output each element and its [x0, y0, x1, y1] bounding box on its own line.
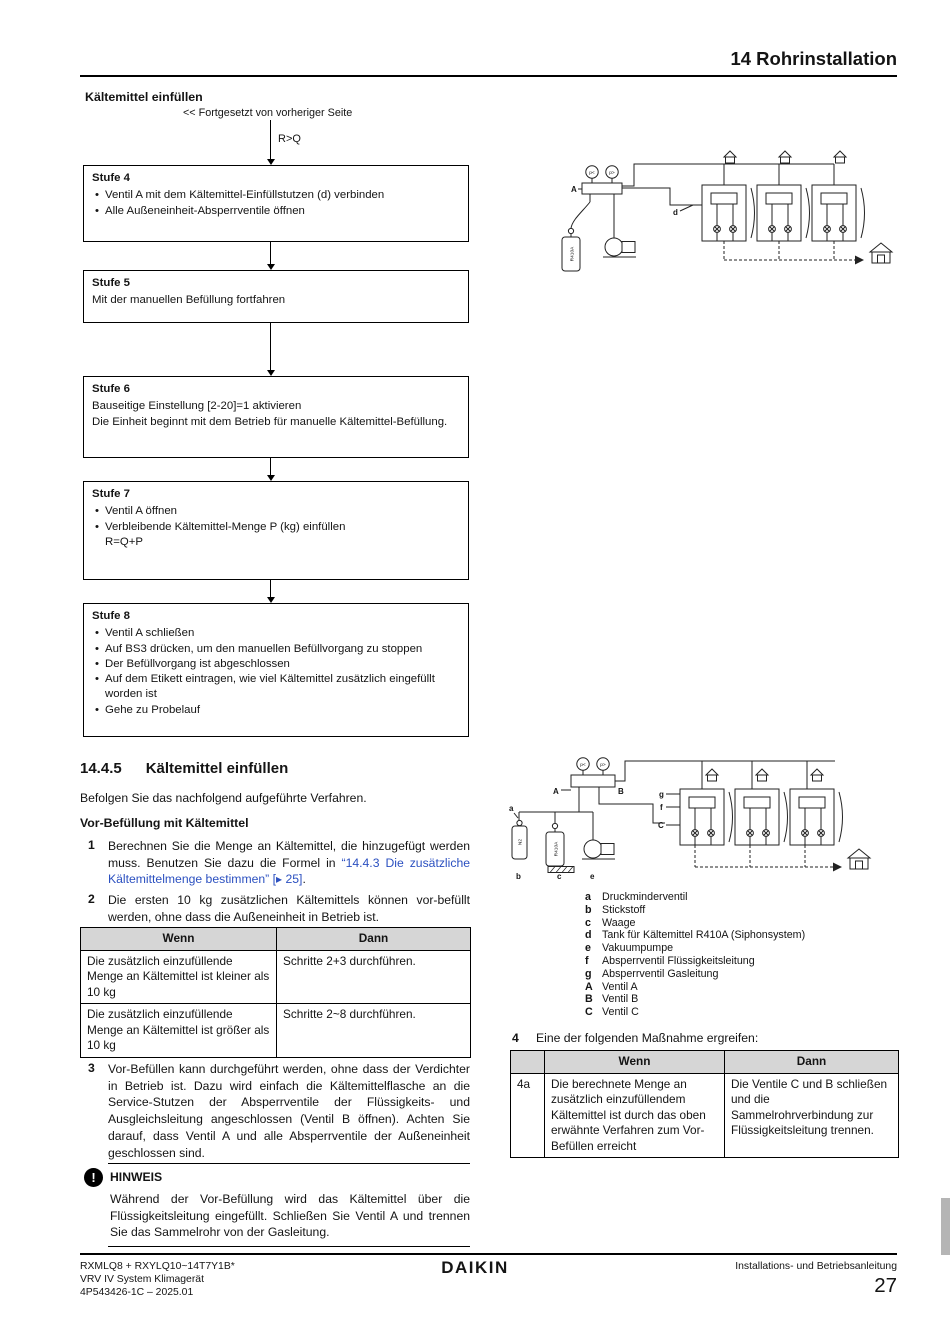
indoor-house-icon	[756, 769, 768, 781]
valve-a-label: A	[571, 185, 577, 194]
charging-setup-diagram-1	[552, 150, 900, 278]
step-item: • Alle Außeneinheit-Absperrventile öffnen	[92, 204, 460, 219]
flow-direction-arrow	[855, 256, 864, 265]
daikin-logo: DAIKIN	[441, 1258, 509, 1277]
footer-doc-code: 4P543426-1C – 2025.01	[80, 1287, 194, 1298]
table1-header-dann: Dann	[277, 928, 471, 951]
label-g: g	[659, 790, 664, 799]
legend-item: C Ventil C	[585, 1006, 639, 1019]
flow-arrow	[270, 580, 271, 597]
header-rule	[80, 75, 897, 77]
page-title: 14 Rohrinstallation	[730, 48, 897, 69]
gauge-manifold	[571, 775, 615, 787]
indoor-house-icon	[779, 151, 791, 163]
table-cell: Die Ventile C und B schließen und die Sammelrohrverbindung zur Flüssigkeitsleitung trennen.	[725, 1073, 899, 1158]
label-c: c	[557, 872, 562, 881]
step-title: Stufe 8	[92, 610, 130, 622]
outdoor-unit	[812, 185, 865, 241]
step-title: Stufe 5	[92, 277, 130, 289]
gauge-high-label: p>	[600, 763, 606, 768]
flow-arrow	[270, 323, 271, 370]
label-e: e	[590, 872, 595, 881]
flow-arrow	[270, 120, 271, 159]
flowchart-step-5	[83, 270, 469, 323]
indoor-house-icon	[834, 151, 846, 163]
list-item-1	[88, 838, 470, 888]
step4-text: Eine der folgenden Maßnahme ergreifen:	[536, 1031, 759, 1045]
list-item-4	[512, 1031, 898, 1045]
section-intro: Befolgen Sie das nachfolgend aufgeführte Verfahren.	[80, 791, 367, 805]
legend-item: a Druckminderventil	[585, 891, 688, 903]
step2-text: Die ersten 10 kg zusätzlichen Kältemittels können vor-befüllt werden, ohne dass die Außeneinheit in Betrieb ist.	[108, 893, 470, 924]
outdoor-unit	[790, 789, 843, 845]
step-item: • Auf BS3 drücken, um den manuellen Befüllvorgang zu stoppen	[92, 642, 460, 657]
legend-item: e Vakuumpumpe	[585, 942, 674, 955]
notice-text: Während der Vor-Befüllung wird das Kältemittel über die Flüssigkeitsleitung eingefüllt. Schließen Sie Ventil A und trennen Sie das Sammelrohr von der Gasleitung.	[110, 1192, 470, 1240]
step-item: Bauseitige Einstellung [2-20]=1 aktivieren	[92, 400, 302, 413]
indoor-house-icon	[811, 769, 823, 781]
gauge-manifold	[582, 183, 622, 194]
step-item: • Ventil A mit dem Kältemittel-Einfüllstutzen (d) verbinden	[92, 188, 460, 203]
tank-label: R410A	[570, 246, 576, 262]
tank-label: R410A	[554, 841, 560, 857]
step-item: • Auf dem Etikett eintragen, wie viel Kältemittel zusätzlich eingefüllt worden ist	[92, 672, 460, 703]
table-cell: Die berechnete Menge an zusätzlich einzufüllendem Kältemittel ist durch das oben erwähnte Verfahren zum Vor-Befüllen erreicht	[545, 1073, 725, 1158]
section-title: Kältemittel einfüllen	[145, 760, 289, 777]
step3-text: Vor-Befüllen kann durchgeführt werden, ohne dass der Verdichter in Betrieb ist. Dazu wird einfach die Kältemittelflasche an die Service-Stutzen der Absperrventile der Flüssigkeits- und Ausgleichsleitung angeschlossen (Ventil B öffnen). Achten Sie darauf, dass Ventil A und alle Absperrventile der Außeneinheit geschlossen sind.	[108, 1062, 470, 1160]
outdoor-unit	[735, 789, 788, 845]
gauge-high-label: p>	[609, 171, 615, 176]
footer-model: RXMLQ8 + RXYLQ10~14T7Y1B*	[80, 1261, 235, 1272]
notice-bottom-rule	[108, 1246, 470, 1247]
footer-page-number: 27	[874, 1274, 897, 1297]
label-b: b	[516, 872, 521, 881]
legend-item: d Tank für Kältemittel R410A (Siphonsystem)	[585, 929, 806, 942]
vacuum-pump-icon	[582, 840, 615, 859]
legend-item: c Waage	[585, 916, 636, 929]
table-cell: Die zusätzlich einzufüllende Menge an Kältemittel ist größer als 10 kg	[81, 1004, 277, 1058]
step-item: Mit der manuellen Befüllung fortfahren	[92, 294, 286, 307]
footer-manual-label: Installations- und Betriebsanleitung	[735, 1261, 897, 1272]
notice-top-rule	[108, 1163, 470, 1164]
flowchart-heading: Kältemittel einfüllen	[85, 90, 203, 104]
step-item: • Gehe zu Probelauf	[92, 703, 460, 718]
legend-item: A Ventil A	[585, 980, 638, 993]
section-number: 14.4.5	[80, 760, 122, 777]
legend-item: B Ventil B	[585, 993, 639, 1006]
valve-b-label: B	[618, 787, 624, 796]
step-item: • Der Befüllvorgang ist abgeschlossen	[92, 657, 460, 672]
step-item: • Verbleibende Kältemittel-Menge P (kg) einfüllen	[92, 520, 460, 535]
gauge-low-label: p<	[589, 171, 595, 176]
flow-direction-arrow	[833, 863, 842, 872]
nitrogen-label: N2	[518, 838, 524, 846]
table2-header-dann: Dann	[725, 1051, 899, 1074]
notice-title: HINWEIS	[110, 1170, 163, 1184]
pressure-reducing-valve-icon	[517, 820, 522, 825]
list-item-2	[88, 892, 470, 925]
house-icon	[870, 243, 892, 263]
list-number: 1	[88, 838, 95, 852]
footer-rule	[80, 1253, 897, 1255]
step-item: • Ventil A öffnen	[92, 504, 460, 519]
indoor-house-icon	[724, 151, 736, 163]
section-heading	[80, 760, 288, 777]
table2-header-empty	[511, 1051, 545, 1074]
list-item-3	[88, 1061, 470, 1161]
charging-setup-diagram-2	[505, 752, 900, 892]
step-item: R=Q+P	[105, 535, 143, 548]
legend-item: b Stickstoff	[585, 903, 646, 916]
label-f: f	[660, 803, 663, 812]
legend-item: f Absperrventil Flüssigkeitsleitung	[585, 954, 755, 967]
list-number: 3	[88, 1061, 95, 1075]
indoor-house-icon	[706, 769, 718, 781]
label-a: a	[509, 804, 514, 813]
table-row	[81, 950, 471, 1004]
notice-exclamation-icon: !	[84, 1168, 103, 1187]
outdoor-unit	[680, 789, 733, 845]
step-item: • Ventil A schließen	[92, 626, 460, 641]
step-title: Stufe 4	[92, 172, 130, 184]
outdoor-unit	[757, 185, 810, 241]
step-item: Die Einheit beginnt mit dem Betrieb für manuelle Kältemittel-Befüllung.	[92, 415, 448, 428]
table-cell: Schritte 2+3 durchführen.	[277, 950, 471, 1004]
flow-branch-label: R>Q	[278, 133, 301, 145]
outdoor-unit	[702, 185, 755, 241]
valve-c-label: C	[658, 821, 664, 830]
table2-header-wenn: Wenn	[545, 1051, 725, 1074]
flowchart-step-6	[83, 376, 469, 458]
flow-arrow	[270, 242, 271, 264]
step1-text: Berechnen Sie die Menge an Kältemittel, die hinzugefügt werden muss. Benutzen Sie dazu die Formel in	[108, 839, 470, 870]
list-number: 2	[88, 892, 95, 906]
table-row	[511, 1073, 899, 1158]
valve-a-label: A	[553, 787, 559, 796]
step-title: Stufe 6	[92, 383, 130, 395]
step-title: Stufe 7	[92, 488, 130, 500]
diagram-legend	[585, 891, 897, 1019]
house-icon	[848, 849, 870, 869]
thumb-index-marker	[941, 1198, 950, 1255]
table-cell: 4a	[511, 1073, 545, 1158]
flow-arrow	[270, 458, 271, 475]
vacuum-pump-icon	[603, 238, 636, 257]
table-cell: Schritte 2~8 durchführen.	[277, 1004, 471, 1058]
flowchart-step-8	[83, 603, 469, 737]
flowchart-continued-label: << Fortgesetzt von vorheriger Seite	[183, 107, 353, 119]
table-cell: Die zusätzlich einzufüllende Menge an Kältemittel ist kleiner als 10 kg	[81, 950, 277, 1004]
legend-item: g Absperrventil Gasleitung	[585, 967, 719, 980]
table-when-then-1	[80, 927, 470, 1058]
table1-header-wenn: Wenn	[81, 928, 277, 951]
gauge-low-label: p<	[580, 763, 586, 768]
sub-heading: Vor-Befüllung mit Kältemittel	[80, 816, 249, 830]
table-when-then-2	[510, 1050, 898, 1158]
flowchart-step-7	[83, 481, 469, 580]
list-number: 4	[512, 1031, 519, 1045]
footer-product: VRV IV System Klimagerät	[80, 1274, 204, 1285]
cross-reference-link[interactable]: “14.4.3 Die zusätzliche Kältemittelmenge bestimmen” [▸ 25]	[108, 855, 470, 887]
port-d-label: d	[673, 208, 678, 217]
flowchart-step-4	[83, 165, 469, 242]
step1-text-after: .	[302, 872, 306, 887]
table-row	[81, 1004, 471, 1058]
